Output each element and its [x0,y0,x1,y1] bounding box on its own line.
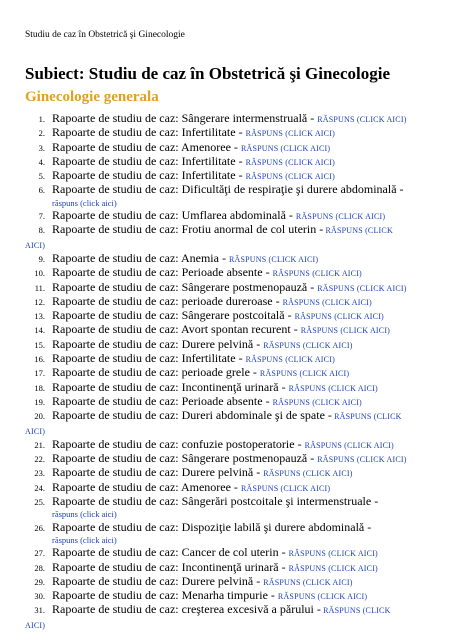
answer-link[interactable]: RĂSPUNS (CLICK [320,606,391,616]
answer-link[interactable]: RĂSPUNS (CLICK AICI) [245,157,335,167]
answer-link[interactable]: RĂSPUNS (CLICK AICI) [272,397,362,407]
list-item [0,141,474,155]
answer-link[interactable]: răspuns (click aici) [52,509,117,520]
answer-link[interactable]: RĂSPUNS (CLICK AICI) [288,383,378,393]
item-text: Rapoarte de studiu de caz: Infertilitate - [52,168,243,183]
answer-link[interactable]: AICI) [25,620,46,630]
item-text: Rapoarte de studiu de caz: perioade grele - [52,365,257,380]
list-item [0,169,474,183]
list-item [0,295,474,309]
item-number: 12. [34,296,45,307]
answer-link[interactable]: RĂSPUNS (CLICK AICI) [288,563,378,573]
item-number: 2. [38,128,45,139]
item-number: 22. [34,454,45,465]
item-text: Rapoarte de studiu de caz: Anemia - [52,250,226,265]
list-item [0,209,474,223]
list-item [0,309,474,323]
section-title: Ginecologie generala [25,89,159,105]
list-item [0,466,474,480]
answer-link[interactable]: RĂSPUNS (CLICK AICI) [317,455,407,465]
item-number: 4. [38,156,45,167]
item-text: Rapoarte de studiu de caz: Perioade absente - [52,393,270,408]
answer-link[interactable]: răspuns (click aici) [52,197,117,208]
answer-link[interactable]: RĂSPUNS (CLICK AICI) [240,483,331,493]
item-number: 8. [38,225,45,236]
list-item [0,546,474,560]
item-text: Rapoarte de studiu de caz: Amenoree - [52,139,238,154]
item-text: Rapoarte de studiu de caz: Amenoree - [52,479,238,494]
item-text: Rapoarte de studiu de caz: Dispoziţie labilă şi durere abdominală - [52,519,372,534]
item-number: 3. [38,142,45,153]
item-number: 5. [38,171,45,182]
list-item [0,155,474,169]
answer-link[interactable]: RĂSPUNS (CLICK AICI) [263,469,353,479]
list-item [0,589,474,603]
item-number: 16. [34,354,45,365]
item-text: Rapoarte de studiu de caz: Dureri abdominale şi de spate - [52,408,332,423]
item-number: 27. [34,548,45,559]
answer-link[interactable]: AICI) [25,240,46,250]
item-number: 29. [34,576,45,587]
item-text: Rapoarte de studiu de caz: Dificultăţi de respiraţie şi durere abdominală - [52,182,404,197]
item-text: Rapoarte de studiu de caz: creşterea excesivă a părului - [52,602,321,617]
item-number: 6. [38,185,45,196]
list-item [0,266,474,280]
answer-link[interactable]: RĂSPUNS (CLICK AICI) [317,115,407,124]
item-number: 28. [34,562,45,573]
answer-link[interactable]: RĂSPUNS (CLICK AICI) [317,283,407,293]
item-number: 7. [38,211,45,222]
item-text: Rapoarte de studiu de caz: Incontinenţă urinară - [52,379,286,394]
item-number: 21. [34,439,45,450]
list-item [0,409,474,438]
list-item [0,183,474,209]
answer-link[interactable]: RĂSPUNS (CLICK AICI) [245,172,335,182]
answer-link[interactable]: RĂSPUNS (CLICK [331,412,402,422]
answer-link[interactable]: RĂSPUNS (CLICK AICI) [263,340,353,350]
document-header: Studiu de caz în Obstetrică şi Ginecologie [25,30,185,40]
item-text: Rapoarte de studiu de caz: Incontinenţă urinară - [52,559,286,574]
list-item [0,452,474,466]
answer-link[interactable]: RĂSPUNS (CLICK [323,226,393,236]
item-text: Rapoarte de studiu de caz: Menarha timpurie - [52,588,275,603]
item-text: Rapoarte de studiu de caz: Cancer de col uterin - [52,545,286,560]
page-title: Subiect: Studiu de caz în Obstetrică şi Ginecologie [25,64,391,83]
item-text: Rapoarte de studiu de caz: Perioade absente - [52,265,270,280]
answer-link[interactable]: RĂSPUNS (CLICK AICI) [263,577,353,587]
item-text: Rapoarte de studiu de caz: Durere pelvină - [52,573,261,588]
answer-link[interactable]: RĂSPUNS (CLICK AICI) [277,592,368,602]
answer-link[interactable]: RĂSPUNS (CLICK AICI) [259,369,350,379]
list-item [0,395,474,409]
item-text: Rapoarte de studiu de caz: perioade dureroase - [52,293,280,308]
list-item [0,126,474,140]
item-number: 10. [34,268,45,279]
list-item [0,223,474,252]
list-item [0,481,474,495]
list-item [0,338,474,352]
item-text: Rapoarte de studiu de caz: Durere pelvină - [52,465,261,480]
answer-link[interactable]: RĂSPUNS (CLICK AICI) [272,269,362,279]
item-number: 23. [34,468,45,479]
item-number: 19. [34,396,45,407]
item-number: 25. [34,497,45,508]
list-item [0,112,474,126]
item-text: Rapoarte de studiu de caz: Sângerare postcoitală - [52,308,292,323]
item-text: Rapoarte de studiu de caz: Sângerare postmenopauză - [52,451,315,466]
answer-link[interactable]: RĂSPUNS (CLICK AICI) [228,254,319,264]
item-number: 13. [34,311,45,322]
list-item [0,352,474,366]
answer-link[interactable]: RĂSPUNS (CLICK AICI) [294,312,384,322]
list-item [0,323,474,337]
item-text: Rapoarte de studiu de caz: Durere pelvină - [52,336,261,351]
item-text: Rapoarte de studiu de caz: Sângerare intermenstruală - [52,111,315,125]
list-item [0,603,474,632]
item-text: Rapoarte de studiu de caz: Umflarea abdominală - [52,208,293,223]
item-number: 26. [34,522,45,533]
answer-link[interactable]: RĂSPUNS (CLICK AICI) [288,549,378,559]
list-item [0,521,474,547]
item-text: Rapoarte de studiu de caz: Infertilitate - [52,153,243,168]
answer-link[interactable]: RĂSPUNS (CLICK AICI) [300,326,391,336]
item-number: 18. [34,382,45,393]
item-number: 1. [38,114,45,124]
item-number: 9. [38,253,45,264]
list-item [0,438,474,452]
item-text: Rapoarte de studiu de caz: Infertilitate - [52,125,243,140]
answer-link[interactable]: AICI) [25,426,46,436]
answer-link[interactable]: RĂSPUNS (CLICK AICI) [282,297,372,307]
list-item [0,281,474,295]
item-number: 11. [34,282,45,293]
item-number: 30. [34,591,45,602]
list-item [0,495,474,521]
item-text: Rapoarte de studiu de caz: Avort spontan recurent - [52,322,298,337]
list-item [0,575,474,589]
answer-link[interactable]: RĂSPUNS (CLICK AICI) [240,143,331,153]
item-number: 15. [34,339,45,350]
item-number: 14. [34,325,45,336]
list-item [0,381,474,395]
item-text: Rapoarte de studiu de caz: Sângerare postmenopauză - [52,279,315,294]
item-text: Rapoarte de studiu de caz: Frotiu anormal de col uterin - [52,222,324,237]
item-text: Rapoarte de studiu de caz: Infertilitate - [52,351,243,366]
item-number: 24. [34,482,45,493]
item-text: Rapoarte de studiu de caz: Sângerări postcoitale şi intermenstruale - [52,494,379,509]
case-study-list [0,112,474,632]
list-item [0,366,474,380]
answer-link[interactable]: RĂSPUNS (CLICK AICI) [245,355,335,365]
item-number: 20. [34,411,45,422]
answer-link[interactable]: răspuns (click aici) [52,534,117,545]
item-number: 17. [34,368,45,379]
answer-link[interactable]: RĂSPUNS (CLICK AICI) [245,129,335,139]
list-item [0,252,474,266]
list-item [0,561,474,575]
item-text: Rapoarte de studiu de caz: confuzie postoperatorie - [52,436,302,451]
answer-link[interactable]: RĂSPUNS (CLICK AICI) [304,440,394,450]
item-number: 31. [34,605,45,616]
answer-link[interactable]: RĂSPUNS (CLICK AICI) [295,212,386,222]
